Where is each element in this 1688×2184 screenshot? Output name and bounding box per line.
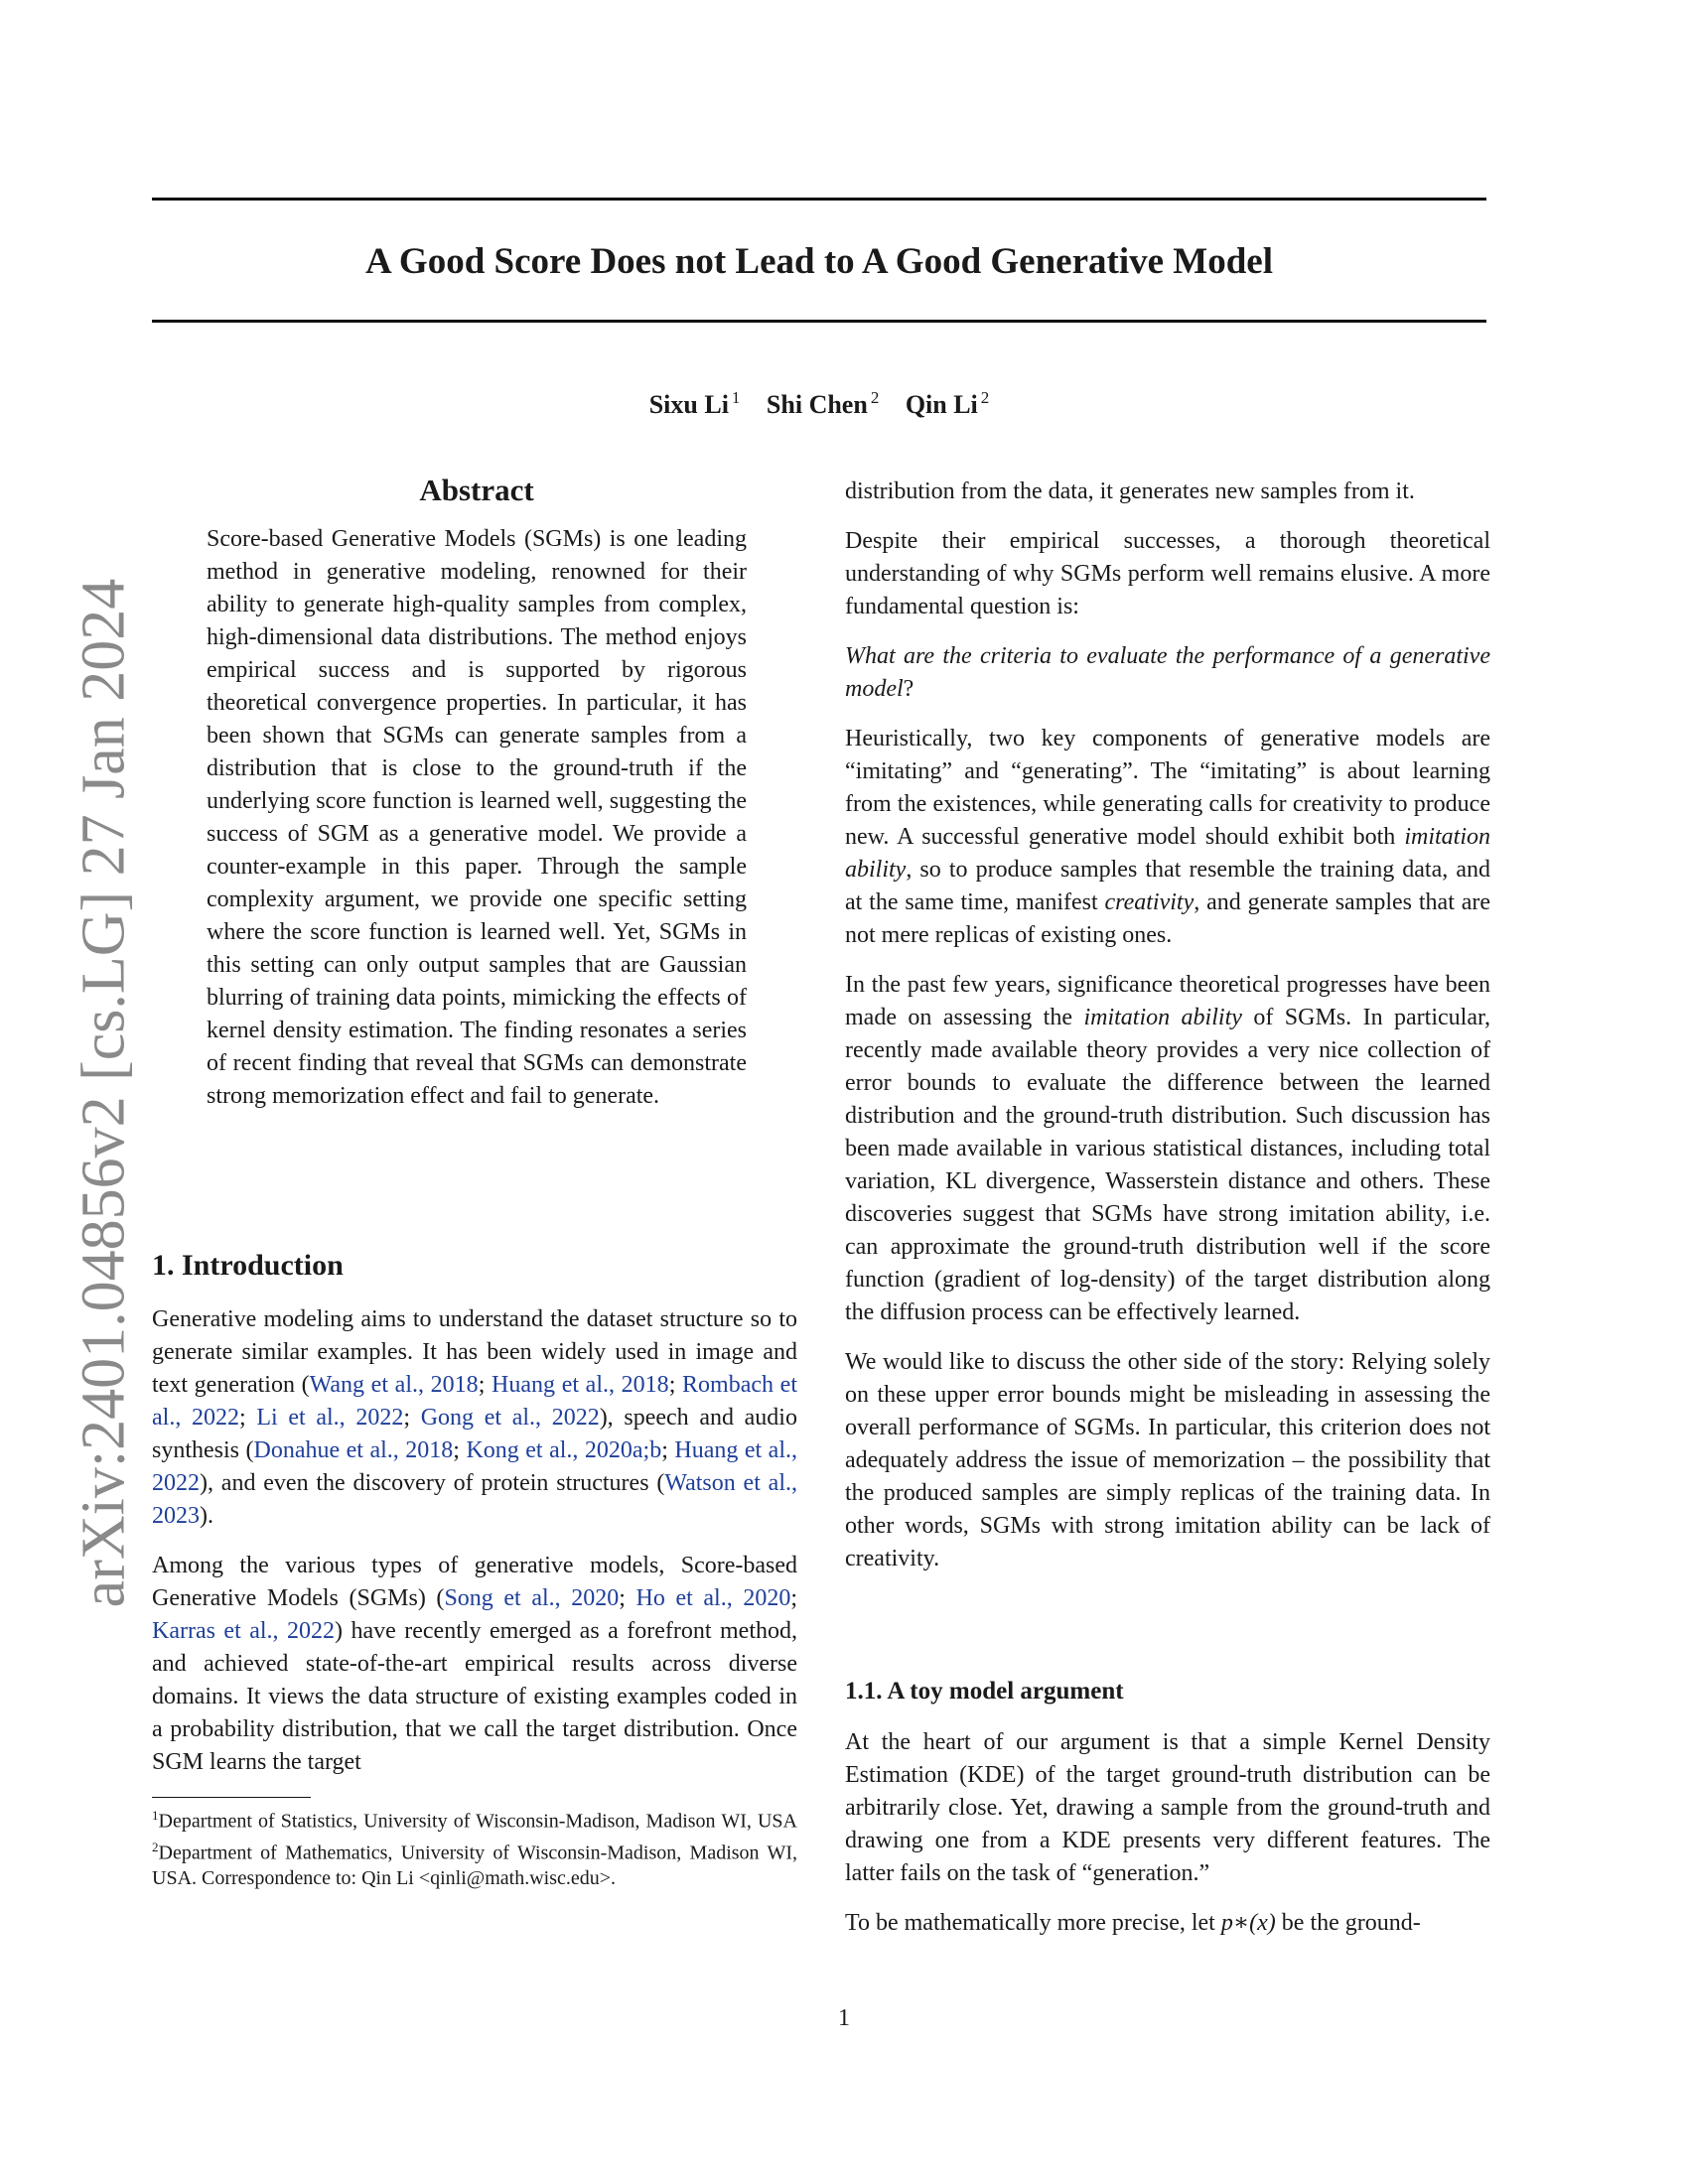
citation-link[interactable]: Ho et al., 2020 — [635, 1585, 791, 1611]
paper-title: A Good Score Does not Lead to A Good Generative Model — [365, 241, 1273, 282]
citation-link[interactable]: Gong et al., 2022 — [420, 1405, 600, 1431]
abstract-heading: Abstract — [419, 473, 534, 507]
section-heading-introduction: 1. Introduction — [152, 1249, 344, 1282]
paragraph: Heuristically, two key components of generative models are “imitating” and “generating”. The “imitating” is about learning from the existences, while generating calls for creativity to produce new. A successful generative model should exhibit both imitation ability, so to produce samples that resemble the training data, and at the same time, manifest creativity, and generate samples that are not mere replicas of existing ones. — [845, 726, 1491, 948]
math-expression: p∗(x) — [1220, 1910, 1276, 1936]
title-bottom-rule — [152, 320, 1486, 323]
paragraph: Among the various types of generative models, Score-based Generative Models (SGMs) (Song et al., 2020; Ho et al., 2020; Karras et al., 2022) have recently emerged as a forefront method, and achieved state-of-the-art empirical results across diverse domains. It views the data structure of existing examples coded in a probability distribution, that we call the target distribution. Once SGM learns the target — [152, 1553, 797, 1775]
paragraph: distribution from the data, it generates new samples from it. — [845, 478, 1415, 504]
footnote-rule — [152, 1797, 311, 1798]
paragraph: To be mathematically more precise, let p∗(x) be the ground- — [845, 1910, 1421, 1936]
citation-link[interactable]: Huang et al., 2018 — [492, 1372, 669, 1398]
paragraph: Despite their empirical successes, a thorough theoretical understanding of why SGMs perform well remains elusive. A more fundamental question is: — [845, 528, 1490, 619]
subsection-heading-toy-model: 1.1. A toy model argument — [845, 1678, 1124, 1705]
abstract-body — [207, 523, 747, 1130]
author: Shi Chen $^2$ — [766, 388, 880, 419]
paragraph: Generative modeling aims to understand the dataset structure so to generate similar examples. It has been widely used in image and text generation (Wang et al., 2018; Huang et al., 2018; Rombach et al., 2022; Li et al., 2022; Gong et al., 2022), speech and audio synthesis (Donahue et al., 2018; Kong et al., 2020a;b; Huang et al., 2022), and even the discovery of protein structures (Watson et al., 2023). — [152, 1306, 798, 1529]
introduction-body — [152, 1303, 797, 1796]
citation-link[interactable]: Wang et al., 2018 — [309, 1372, 479, 1398]
paragraph: We would like to discuss the other side of the story: Relying solely on these upper error bounds might be misleading in assessing the overall performance of SGMs. In particular, this criterion does not adequately address the issue of memorization – the possibility that the produced samples are simply replicas of the training data. In other words, SGMs with strong imitation ability can be lack of creativity. — [845, 1349, 1490, 1571]
paragraph: In the past few years, significance theoretical progresses have been made on assessing the imitation ability of SGMs. In particular, recently made available theory provides a very nice collection of error bounds to evaluate the difference between the learned distribution and the ground-truth distribution. Such discussion has been made available in various statistical distances, including total variation, KL divergence, Wasserstein distance and others. These discoveries suggest that SGMs have strong imitation ability, i.e. can approximate the ground-truth distribution well if the score function (gradient of log-density) of the target distribution along the diffusion process can be effectively learned. — [845, 972, 1491, 1325]
citation-link[interactable]: Li et al., 2022 — [256, 1405, 404, 1431]
citation-link[interactable]: Karras et al., 2022 — [152, 1618, 336, 1644]
author-list — [152, 381, 1486, 422]
right-column-body — [845, 476, 1490, 1592]
citation-link[interactable]: Watson et al., 2023 — [152, 1470, 797, 1529]
footnote: $^1$Department of Statistics, University of Wisconsin-Madison, Madison WI, USA $^2$Department of Mathematics, University of Wisconsin-Madison, Madison WI, USA. Correspondence to: Qin Li <qinli@math.wisc.edu>. — [152, 1808, 797, 1890]
abstract-text: Score-based Generative Models (SGMs) is one leading method in generative modeling, renowned for their ability to generate high-quality samples from complex, high-dimensional data distributions. The method enjoys empirical success and is supported by rigorous theoretical convergence properties. In particular, it has been shown that SGMs can generate samples from a distribution that is close to the ground-truth if the underlying score function is learned well, suggesting the success of SGM as a generative model. We provide a counter-example in this paper. Through the sample complexity argument, we provide one specific setting where the score function is learned well. Yet, SGMs in this setting can only output samples that are Gaussian blurring of training data points, mimicking the effects of kernel density estimation. The finding resonates a series of recent finding that reveal that SGMs can demonstrate strong memorization effect and fail to generate. — [207, 526, 747, 1109]
subsection-body — [845, 1726, 1490, 1957]
citation-link[interactable]: Huang et al., 2022 — [152, 1437, 798, 1496]
citation-link[interactable]: Song et al., 2020 — [444, 1585, 620, 1611]
citation-link[interactable]: Rombach et al., 2022 — [152, 1372, 798, 1431]
citation-link[interactable]: Kong et al., 2020a;b — [466, 1437, 662, 1463]
paragraph: At the heart of our argument is that a simple Kernel Density Estimation (KDE) of the target ground-truth distribution can be arbitrarily close. Yet, drawing a sample from the ground-truth and drawing one from a KDE presents very different features. The latter fails on the task of “generation.” — [845, 1729, 1490, 1886]
citation-link[interactable]: Donahue et al., 2018 — [253, 1437, 454, 1463]
top-rule — [152, 198, 1486, 201]
author: Qin Li $^2$ — [905, 388, 990, 419]
author: Sixu Li $^1$ — [648, 388, 741, 419]
page-number: 1 — [838, 2005, 850, 2031]
research-question: What are the criteria to evaluate the performance of a generative model? — [845, 643, 1490, 702]
arxiv-identifier: arXiv:2401.04856v2 [cs.LG] 27 Jan 2024 — [70, 578, 138, 1608]
